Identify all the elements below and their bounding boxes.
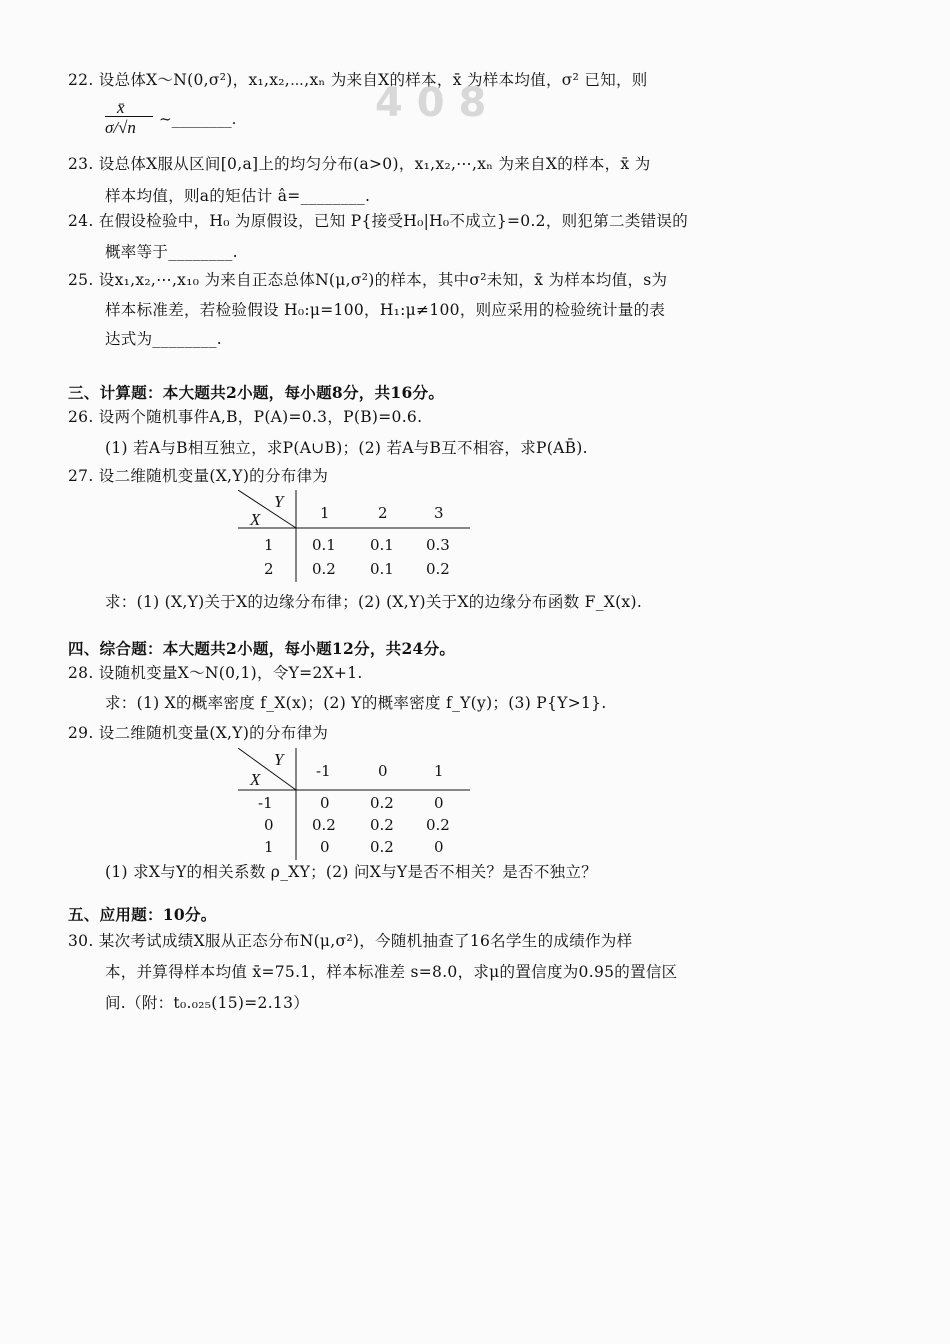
section-4-heading: 四、综合题：本大题共2小题，每小题12分，共24分。 — [68, 639, 456, 658]
question-24-line2: 概率等于________. — [105, 243, 238, 261]
q27-cell: 0.1 — [370, 560, 394, 578]
question-27-ask: 求：(1) (X,Y)关于X的边缘分布律；(2) (X,Y)关于X的边缘分布函数 F_X(x). — [105, 593, 643, 611]
q27-cell: 0.1 — [312, 536, 336, 554]
q29-cell: 0 — [320, 794, 330, 812]
q27-row-header: 2 — [264, 560, 274, 578]
q27-cell: 0.2 — [426, 560, 450, 578]
question-22: 22. 设总体X～N(0,σ²)，x₁,x₂,⋯,xₙ 为来自X的样本，x̄ 为样本均值，σ² 已知，则 — [68, 71, 648, 89]
q27-row-header: 1 — [264, 536, 274, 554]
q27-cell: 0.3 — [426, 536, 450, 554]
question-30-line1: 30. 某次考试成绩X服从正态分布N(μ,σ²)，今随机抽查了16名学生的成绩作为样 — [68, 932, 633, 950]
q29-cell: 0.2 — [312, 816, 336, 834]
section-5-heading: 五、应用题：10分。 — [68, 905, 217, 924]
q29-row-header: -1 — [258, 794, 273, 812]
q27-distribution-table — [238, 490, 470, 582]
q27-x-label: X — [250, 510, 261, 529]
q29-y-label: Y — [274, 750, 284, 769]
question-30-line2: 本，并算得样本均值 x̄=75.1，样本标准差 s=8.0，求μ的置信度为0.95的置信区 — [105, 963, 678, 981]
q29-cell: 0.2 — [370, 816, 394, 834]
question-23-line2: 样本均值，则a的矩估计 â=________. — [105, 187, 371, 205]
question-26-line2: (1) 若A与B相互独立，求P(A∪B)；(2) 若A与B互不相容，求P(AB̄). — [105, 439, 588, 457]
question-23-line1: 23. 设总体X服从区间[0,a]上的均匀分布(a>0)，x₁,x₂,⋯,xₙ 为来自X的样本，x̄ 为 — [68, 155, 651, 173]
question-29-line1: 29. 设二维随机变量(X,Y)的分布律为 — [68, 724, 329, 742]
question-25-line1: 25. 设x₁,x₂,⋯,x₁₀ 为来自正态总体N(μ,σ²)的样本，其中σ²未知，x̄ 为样本均值，s为 — [68, 271, 668, 289]
q27-col-header: 1 — [320, 504, 330, 522]
question-27-line1: 27. 设二维随机变量(X,Y)的分布律为 — [68, 467, 329, 485]
q22-numerator: x̄ — [117, 98, 125, 117]
q29-cell: 0 — [434, 794, 444, 812]
q27-cell: 0.2 — [312, 560, 336, 578]
question-25-line3: 达式为________. — [105, 330, 223, 348]
q22-denominator: σ/√n — [105, 118, 136, 137]
question-29-ask: (1) 求X与Y的相关系数 ρ_XY；(2) 问X与Y是否不相关？是否不独立？ — [105, 863, 598, 881]
q29-cell: 0.2 — [370, 794, 394, 812]
q29-col-header: 1 — [434, 762, 444, 780]
question-24-line1: 24. 在假设检验中，H₀ 为原假设，已知 P{接受H₀|H₀不成立}=0.2，则犯第二类错误的 — [68, 212, 689, 230]
q29-row-header: 1 — [264, 838, 274, 856]
q29-x-label: X — [250, 770, 261, 789]
q29-col-header: 0 — [378, 762, 388, 780]
q29-cell: 0.2 — [426, 816, 450, 834]
q27-cell: 0.1 — [370, 536, 394, 554]
question-25-line2: 样本标准差，若检验假设 H₀:μ=100，H₁:μ≠100，则应采用的检验统计量的表 — [105, 301, 666, 319]
question-28-line1: 28. 设随机变量X～N(0,1)，令Y=2X+1. — [68, 664, 363, 682]
q27-y-label: Y — [274, 492, 284, 511]
section-3-heading: 三、计算题：本大题共2小题，每小题8分，共16分。 — [68, 383, 445, 402]
fraction-bar — [105, 116, 153, 117]
q29-distribution-table — [238, 748, 470, 860]
question-30-line3: 间.（附：t₀.₀₂₅(15)=2.13） — [105, 994, 310, 1012]
q29-cell: 0 — [434, 838, 444, 856]
question-26-line1: 26. 设两个随机事件A,B，P(A)=0.3，P(B)=0.6. — [68, 408, 423, 426]
q27-col-header: 3 — [434, 504, 444, 522]
q29-row-header: 0 — [264, 816, 274, 834]
q29-cell: 0.2 — [370, 838, 394, 856]
q29-cell: 0 — [320, 838, 330, 856]
q29-col-header: -1 — [316, 762, 331, 780]
question-28-line2: 求：(1) X的概率密度 f_X(x)；(2) Y的概率密度 f_Y(y)；(3) P{Y>1}. — [105, 694, 607, 712]
q22-answer-blank: ~________. — [159, 110, 237, 128]
q27-col-header: 2 — [378, 504, 388, 522]
bleed-through-mark: 4 0 8 — [375, 80, 487, 126]
